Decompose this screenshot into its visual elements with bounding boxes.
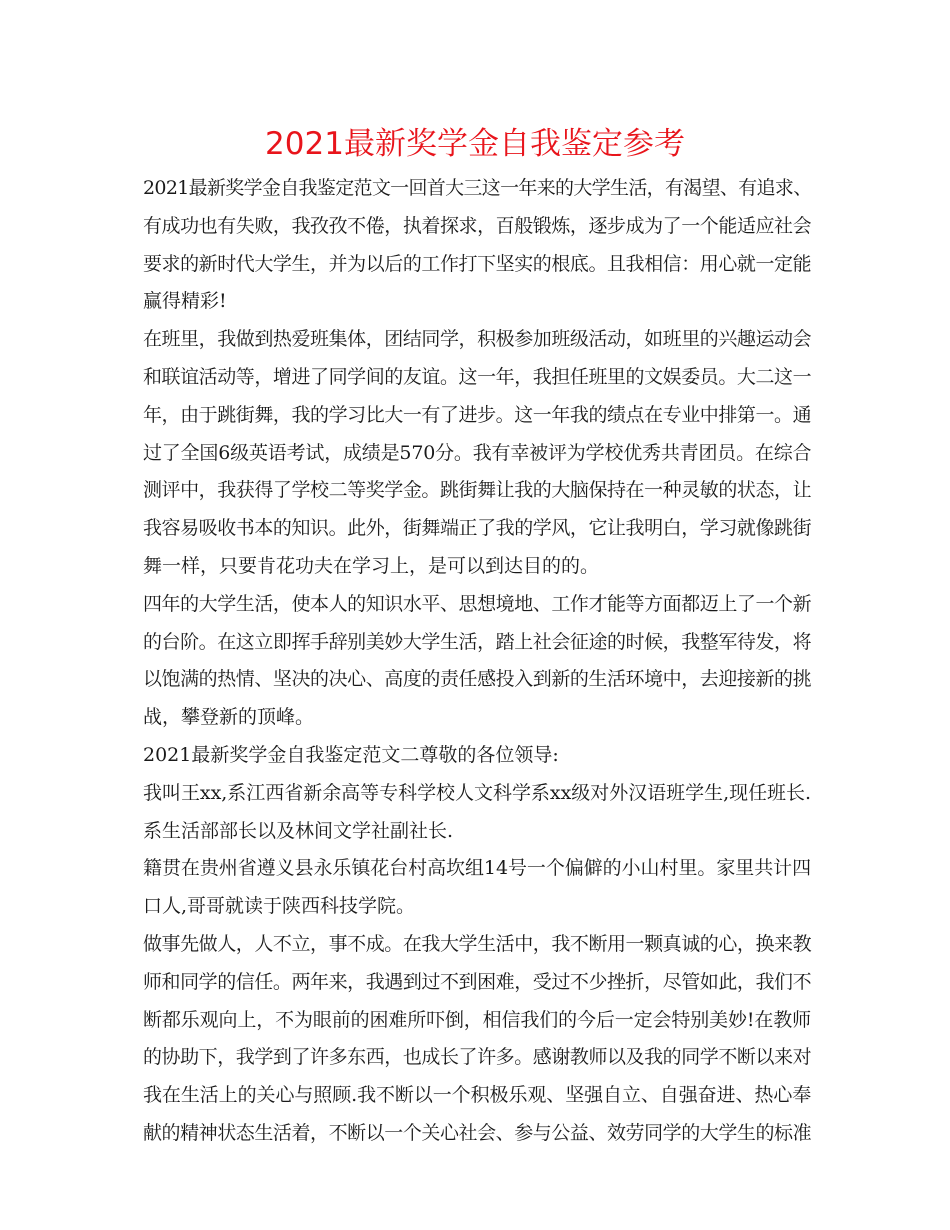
paragraph bbox=[143, 737, 811, 775]
text-line: 我在生活上的关心与照顾.我不断以一个积极乐观、坚强自立、自强奋进、热心奉 bbox=[143, 1084, 812, 1107]
text-line: 我容易吸收书本的知识。此外，街舞端正了我的学风，它让我明白，学习就像跳街 bbox=[143, 517, 812, 540]
text-line: 的台阶。在这立即挥手辞别美妙大学生活，踏上社会征途的时候，我整军待发，将 bbox=[143, 630, 812, 653]
text-line: 有成功也有失败，我孜孜不倦，执着探求，百般锻炼，逐步成为了一个能适应社会 bbox=[143, 214, 812, 237]
text-line: 师和同学的信任。两年来，我遇到过不到困难，受过不少挫折，尽管如此，我们不 bbox=[143, 970, 812, 993]
paragraph bbox=[143, 775, 811, 851]
text-line: 的协助下，我学到了许多东西，也成长了许多。感谢教师以及我的同学不断以来对 bbox=[143, 1046, 812, 1069]
text-line: 籍贯在贵州省遵义县永乐镇花台村高坎组14号一个偏僻的小山村里。家里共计四 bbox=[143, 857, 812, 880]
text-line: 四年的大学生活，使本人的知识水平、思想境地、工作才能等方面都迈上了一个新 bbox=[143, 592, 812, 615]
text-line: 2021最新奖学金自我鉴定范文一回首大三这一年来的大学生活，有渴望、有追求、 bbox=[143, 177, 812, 199]
document-title: 2021最新奖学金自我鉴定参考 bbox=[265, 126, 685, 162]
text-line: 赢得精彩! bbox=[143, 290, 227, 313]
text-line: 献的精神状态生活着，不断以一个关心社会、参与公益、效劳同学的大学生的标准 bbox=[143, 1121, 812, 1144]
text-line: 我叫王xx,系江西省新余高等专科学校人文科学系xx级对外汉语班学生,现任班长. bbox=[143, 781, 811, 804]
text-line: 年，由于跳街舞，我的学习比大一有了进步。这一年我的绩点在专业中排第一。通 bbox=[143, 403, 812, 426]
text-line: 口人,哥哥就读于陕西科技学院。 bbox=[143, 895, 416, 918]
text-line: 2021最新奖学金自我鉴定范文二尊敬的各位领导: bbox=[143, 743, 559, 766]
paragraph bbox=[143, 586, 811, 737]
text-line: 在班里，我做到热爱班集体，团结同学，积极参加班级活动，如班里的兴趣运动会 bbox=[143, 328, 812, 351]
text-line: 要求的新时代大学生，并为以后的工作打下坚实的根底。且我相信：用心就一定能 bbox=[143, 252, 812, 275]
text-line: 和联谊活动等，增进了同学间的友谊。这一年，我担任班里的文娱委员。大二这一 bbox=[143, 365, 812, 388]
paragraph bbox=[143, 170, 811, 321]
paragraph bbox=[143, 850, 811, 926]
text-line: 系生活部部长以及林间文学社副社长. bbox=[143, 819, 454, 842]
document-body bbox=[143, 170, 811, 1153]
text-line: 以饱满的热情、坚决的决心、高度的责任感投入到新的生活环境中，去迎接新的挑 bbox=[143, 668, 812, 691]
paragraph bbox=[143, 926, 811, 1153]
text-line: 断都乐观向上，不为眼前的困难所吓倒，相信我们的今后一定会特别美妙!在教师 bbox=[143, 1008, 811, 1031]
text-line: 测评中，我获得了学校二等奖学金。跳街舞让我的大脑保持在一种灵敏的状态，让 bbox=[143, 479, 812, 502]
text-line: 过了全国6级英语考试，成绩是570分。我有幸被评为学校优秀共青团员。在综合 bbox=[143, 441, 812, 464]
text-line: 舞一样，只要肯花功夫在学习上，是可以到达目的的。 bbox=[143, 554, 600, 577]
paragraph bbox=[143, 321, 811, 586]
text-line: 战，攀登新的顶峰。 bbox=[143, 706, 315, 729]
text-line: 做事先做人，人不立，事不成。在我大学生活中，我不断用一颗真诚的心，换来教 bbox=[143, 932, 812, 955]
